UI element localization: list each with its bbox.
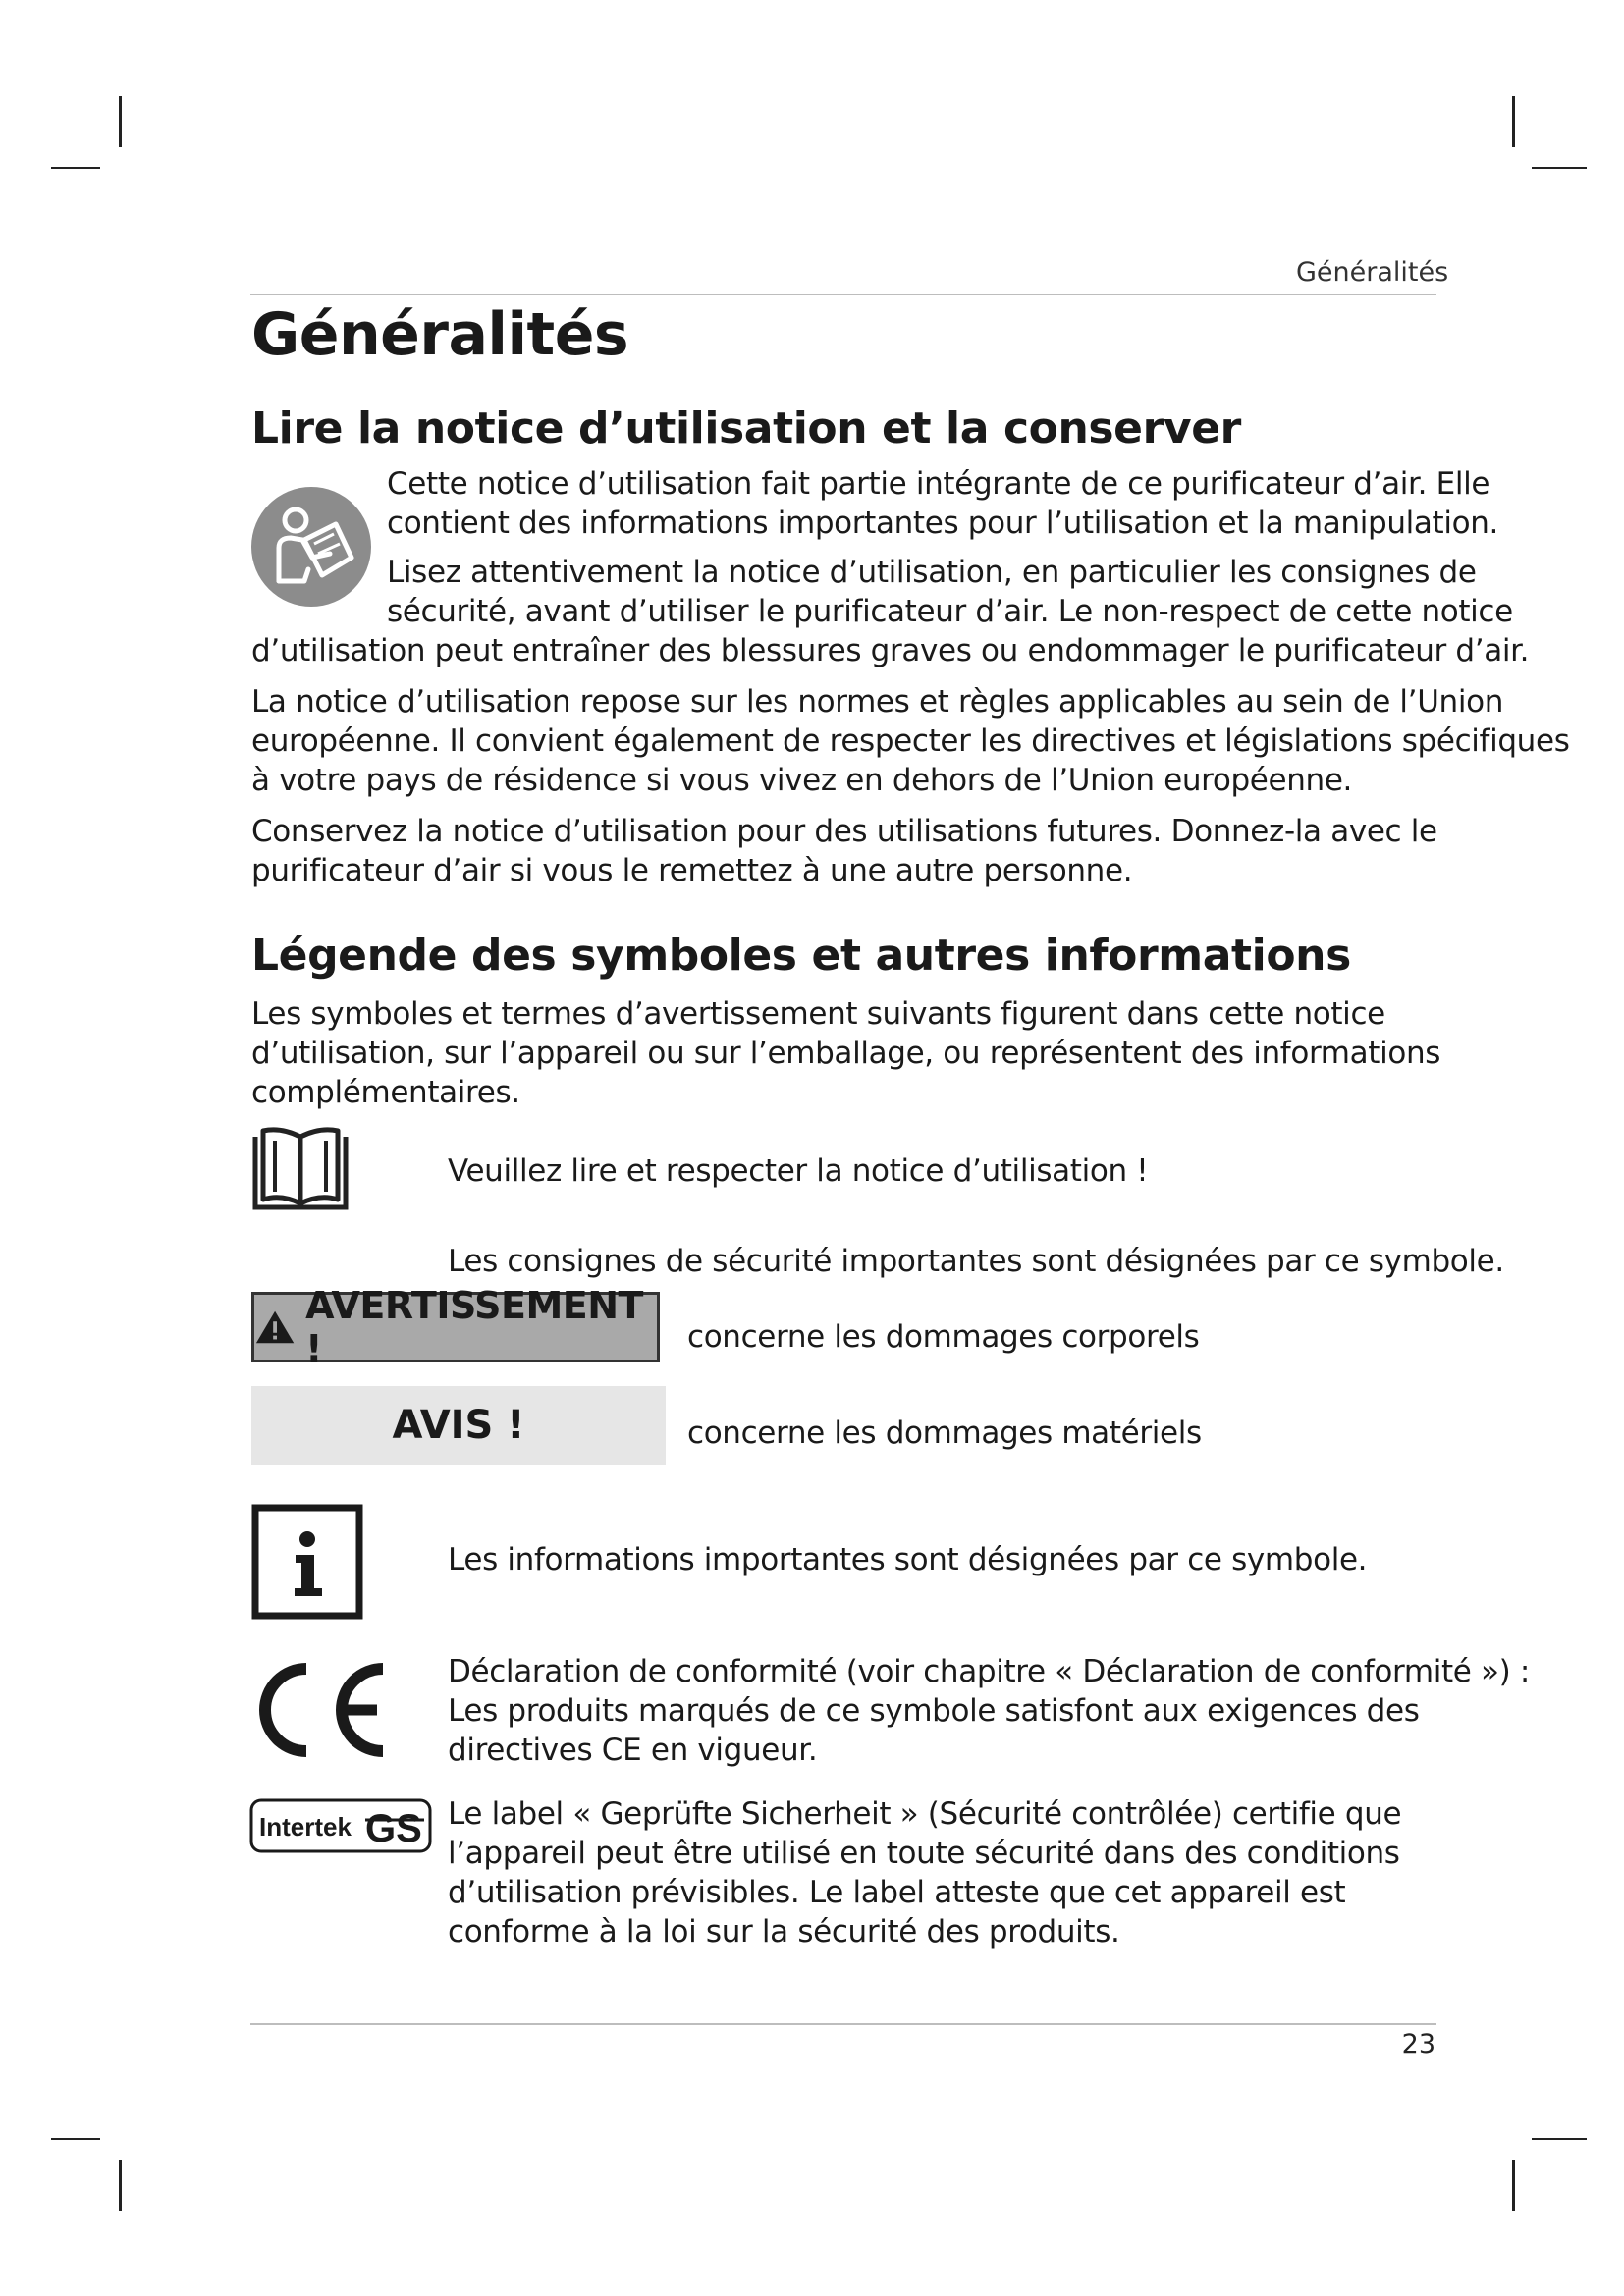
notice-description: concerne les dommages matériels: [687, 1415, 1202, 1451]
page-number: 23: [1401, 2029, 1435, 2059]
warning-triangle-icon: [254, 1308, 296, 1347]
text-line: européenne. Il convient également de respecter les directives et législations spécifiques: [251, 723, 1570, 759]
text-line: conforme à la loi sur la sécurité des produits.: [448, 1914, 1120, 1949]
text-line: Conservez la notice d’utilisation pour des utilisations futures. Donnez-la avec le: [251, 814, 1437, 849]
text-line: Déclaration de conformité (voir chapitre « Déclaration de conformité ») :: [448, 1654, 1530, 1689]
warning-description: concerne les dommages corporels: [687, 1319, 1200, 1355]
notice-label: AVIS !: [392, 1403, 525, 1448]
text-line: La notice d’utilisation repose sur les normes et règles applicables au sein de l’Union: [251, 684, 1504, 720]
section1-paragraph-4: [251, 812, 1437, 890]
svg-text:GS: GS: [365, 1807, 422, 1850]
text-line: directives CE en vigueur.: [448, 1733, 818, 1768]
crop-mark-bottom-right-v: [1512, 2160, 1515, 2211]
section1-paragraph-2: [387, 553, 1513, 631]
text-line: contient des informations importantes pour l’utilisation et la manipulation.: [387, 506, 1499, 541]
text-line: Cette notice d’utilisation fait partie intégrante de ce purificateur d’air. Elle: [387, 466, 1490, 502]
section1-paragraph-2-overflow: [251, 631, 1529, 670]
section2-intro: [251, 994, 1440, 1112]
text-line: Lisez attentivement la notice d’utilisation, en particulier les consignes de: [387, 555, 1477, 590]
section-heading-symbols: Légende des symboles et autres informations: [251, 931, 1351, 981]
crop-mark-top-right-h: [1532, 167, 1587, 169]
text-line: d’utilisation, sur l’appareil ou sur l’emballage, ou représentent des informations: [251, 1036, 1441, 1071]
text-line: Le label « Geprüfte Sicherheit » (Sécurité contrôlée) certifie que: [448, 1796, 1402, 1832]
text-line: d’utilisation peut entraîner des blessures graves ou endommager le purificateur d’air.: [251, 633, 1530, 668]
text-line: Les produits marqués de ce symbole satisfont aux exigences des: [448, 1693, 1420, 1729]
notice-label-box: [251, 1386, 666, 1465]
text-line: d’utilisation prévisibles. Le label atteste que cet appareil est: [448, 1875, 1346, 1910]
section1-paragraph-1: [387, 464, 1498, 543]
ce-mark-icon: [249, 1661, 389, 1759]
header-rule: [250, 294, 1436, 295]
running-header: Généralités: [1296, 257, 1449, 288]
crop-mark-top-left-v: [119, 96, 122, 147]
text-line: Les symboles et termes d’avertissement suivants figurent dans cette notice: [251, 996, 1385, 1032]
footer-rule: [250, 2023, 1436, 2025]
page-title: Généralités: [251, 300, 629, 369]
safety-notice-text: Les consignes de sécurité importantes sont désignées par ce symbole.: [448, 1244, 1504, 1279]
text-line: l’appareil peut être utilisé en toute sécurité dans des conditions: [448, 1836, 1400, 1871]
intertek-gs-logo: [249, 1798, 432, 1853]
section-heading-read-manual: Lire la notice d’utilisation et la conserver: [251, 403, 1241, 454]
svg-text:Intertek: Intertek: [259, 1812, 352, 1842]
text-line: complémentaires.: [251, 1075, 520, 1110]
crop-mark-top-right-v: [1512, 96, 1515, 147]
book-symbol-text: Veuillez lire et respecter la notice d’utilisation !: [448, 1153, 1149, 1189]
crop-mark-bottom-left-v: [119, 2160, 122, 2211]
person-reading-manual-icon: [249, 485, 373, 609]
section1-paragraph-3: [251, 682, 1570, 800]
open-book-icon: [251, 1127, 350, 1211]
ce-description: [448, 1652, 1530, 1770]
info-icon: [251, 1504, 363, 1620]
crop-mark-bottom-left-h: [51, 2138, 100, 2140]
warning-label: AVERTISSEMENT !: [305, 1284, 643, 1370]
gs-description: [448, 1794, 1401, 1951]
text-line: purificateur d’air si vous le remettez à une autre personne.: [251, 853, 1133, 888]
text-line: sécurité, avant d’utiliser le purificateur d’air. Le non-respect de cette notice: [387, 594, 1513, 629]
text-line: à votre pays de résidence si vous vivez en dehors de l’Union européenne.: [251, 763, 1353, 798]
warning-label-box: [251, 1284, 660, 1370]
crop-mark-top-left-h: [51, 167, 100, 169]
info-symbol-text: Les informations importantes sont désignées par ce symbole.: [448, 1542, 1368, 1577]
crop-mark-bottom-right-h: [1532, 2138, 1587, 2140]
